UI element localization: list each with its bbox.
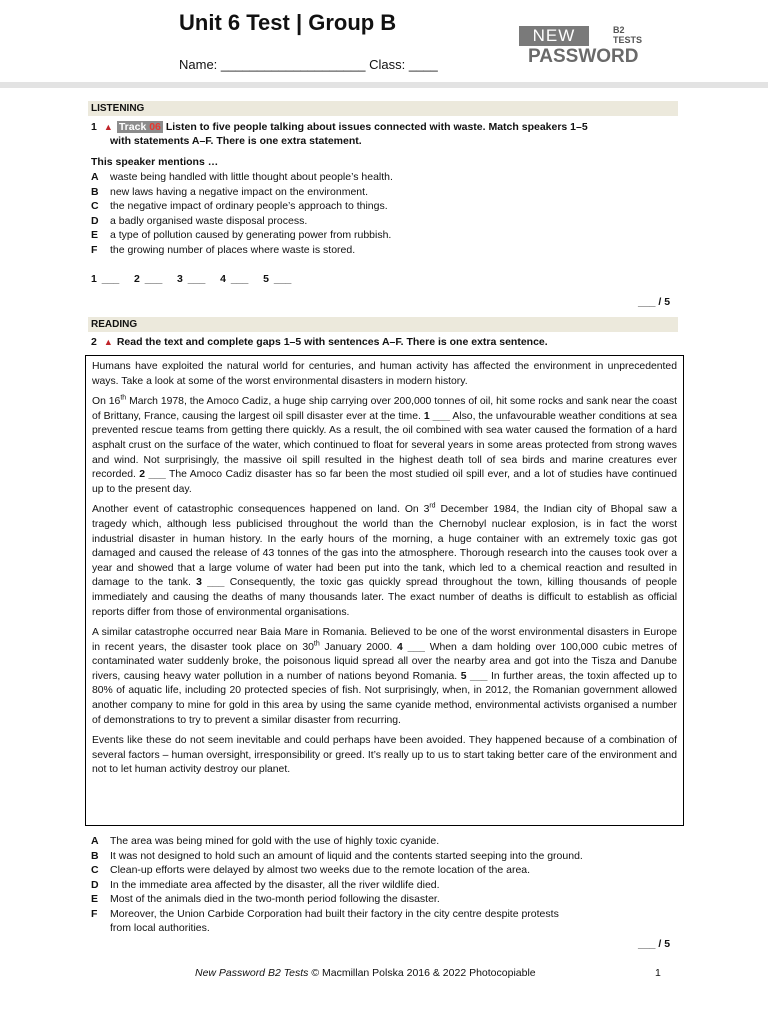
listening-subheading: This speaker mentions … xyxy=(91,156,219,168)
option-letter: E xyxy=(91,229,99,241)
list-item xyxy=(91,849,583,864)
graduation-cap-icon: ▲ xyxy=(103,337,113,347)
option-letter: D xyxy=(91,214,99,227)
graduation-cap-icon: ▲ xyxy=(103,122,113,132)
option-text: waste being handled with little thought about people’s health. xyxy=(110,171,393,183)
publication-title: New Password B2 Tests xyxy=(195,967,309,979)
option-letter: A xyxy=(91,171,99,183)
option-text: a type of pollution caused by generating power from rubbish. xyxy=(110,229,392,241)
option-text: Moreover, the Union Carbide Corporation had built their factory in the city centre despite protests xyxy=(110,907,559,920)
section-reading: READING xyxy=(88,317,678,332)
paragraph-3 xyxy=(92,503,677,620)
text-segment: December 1984, the Indian city of Bhopal saw a tragedy which, although less publicised throughout the world than the Chernobyl nuclear explosion, is in fact the worst industrial disaster in human history. In the early hours of the morning, a huge container with an extremely toxic gas got damaged and caused the release of 43 tonnes of the gas into the atmosphere. Thorough research into the causes took over a year and showed that a large volume of water had been put into the tank, which led to a chemical reaction and resulted in damage to the tank. xyxy=(92,504,677,589)
reading-options xyxy=(91,834,583,936)
task-number: 1 xyxy=(91,121,97,133)
paragraph-1: Humans have exploited the natural world for centuries, and human activity has affected the environment in unprecedented ways. Take a look at some of the worst environmental disasters in modern history. xyxy=(92,361,677,387)
logo-new: NEW xyxy=(519,26,589,46)
footer-copyright xyxy=(195,967,536,979)
copyright-text: © Macmillan Polska 2016 & 2022 Photocopiable xyxy=(308,967,536,979)
option-letter: B xyxy=(91,849,99,862)
gap-5: 5 ___ xyxy=(460,670,488,682)
reading-score: ___ / 5 xyxy=(638,938,671,950)
list-item xyxy=(91,863,583,878)
option-letter: C xyxy=(91,200,99,212)
page-title: Unit 6 Test | Group B xyxy=(179,10,397,35)
text-segment: The Amoco Cadiz disaster has so far been the most studied oil spill ever, and a lot of studies have continued up to the present day. xyxy=(92,469,677,495)
option-text: new laws having a negative impact on the environment. xyxy=(110,185,368,198)
list-item xyxy=(91,199,393,214)
option-letter: F xyxy=(91,907,98,920)
paragraph-5: Events like these do not seem inevitable and could perhaps have been avoided. They happened because of a combination of several factors – human oversight, irresponsibility or greed. It’s really up to us to start taking better care of the environment and not to let human activity destroy our planet. xyxy=(92,735,677,776)
text-segment: In further areas, the toxin affected up to 80% of aquatic life, including 20 protected species of fish. Not surprisingly, when, in 2012, the Romanian government allowed another company to mine for gold in this area by using the same cyanide method, environmental activists organised a number of demonstrations to try to prevent a similar disaster from recurring. xyxy=(92,670,677,726)
list-item xyxy=(91,878,583,893)
option-text: from local authorities. xyxy=(110,922,210,934)
option-text: The area was being mined for gold with the use of highly toxic cyanide. xyxy=(110,835,440,847)
paragraph-4 xyxy=(92,626,677,728)
list-item xyxy=(91,892,583,907)
instruction-text: Read the text and complete gaps 1–5 with sentences A–F. There is one extra sentence. xyxy=(116,336,548,348)
track-badge xyxy=(117,121,163,133)
gap-4: 4 ___ xyxy=(397,641,425,653)
gap-2: 2 ___ xyxy=(139,469,166,481)
gap-1: 1 ___ xyxy=(423,410,450,422)
list-item xyxy=(91,243,393,258)
text-segment: On 16 xyxy=(92,396,121,408)
option-letter: E xyxy=(91,893,99,905)
text-segment: Another event of catastrophic consequences happened on land. On 3 xyxy=(92,504,430,516)
option-letter: C xyxy=(91,864,99,876)
list-item xyxy=(91,907,583,922)
option-text: In the immediate area affected by the disaster, all the river wildlife died. xyxy=(110,878,440,891)
text-segment: January 2000. xyxy=(319,641,398,653)
text-segment: Also, the unfavourable weather conditions at sea prevented rescue teams from getting there quickly. As a result, the oil combined with sea water caused the formation of a hard asphalt crust on the surface of the water, which continued to float for several years in some areas protected from strong waves and wind. Not surprisingly, the massive oil spill resulted in the highest death toll of sea birds and marine creatures ever recorded. xyxy=(92,410,677,481)
paragraph-2 xyxy=(92,395,677,497)
option-text: a badly organised waste disposal process. xyxy=(110,214,308,227)
list-item xyxy=(91,834,583,849)
page-number: 1 xyxy=(655,967,661,979)
logo-b2: B2 xyxy=(613,25,625,35)
answer-blanks: 1 ___ 2 ___ 3 ___ 4 ___ 5 ___ xyxy=(91,273,292,285)
option-text: the growing number of places where waste is stored. xyxy=(110,243,356,256)
option-letter: A xyxy=(91,835,99,847)
ordinal-suffix: rd xyxy=(429,502,436,510)
logo-tests: TESTS xyxy=(613,35,643,45)
list-item xyxy=(91,185,393,200)
logo-password: PASSWORD xyxy=(528,46,639,67)
track-number: 06 xyxy=(149,121,161,133)
text-segment: When a dam holding over 100,000 cubic metres of contaminated water suddenly broke, the poisonous liquid spread all over the nearby area and got into the Tisza and Danube rivers, causing heavy water pollution in a number of nations beyond Romania. xyxy=(92,641,677,682)
option-text: Most of the animals died in the two-month period following the disaster. xyxy=(110,893,440,905)
header-divider xyxy=(0,82,768,88)
text-segment: March 1978, the Amoco Cadiz, a huge ship carrying over 200,000 tonnes of oil, hit some rocks and sank near the coast of Brittany, France, causing the largest oil spill disaster ever at the time. xyxy=(92,396,677,422)
logo-b2-tests xyxy=(613,25,642,45)
option-letter: D xyxy=(91,878,99,891)
list-item-continuation xyxy=(91,921,583,936)
instruction-line1: Listen to five people talking about issues connected with waste. Match speakers 1–5 xyxy=(165,121,588,133)
instruction-line2: with statements A–F. There is one extra statement. xyxy=(110,135,362,147)
name-class-line: Name: ____________________ Class: ____ xyxy=(179,57,438,72)
list-item xyxy=(91,214,393,229)
ordinal-suffix: th xyxy=(120,394,127,402)
option-text: It was not designed to hold such an amount of liquid and the contents started seeping into the ground. xyxy=(110,849,583,862)
reading-text-box xyxy=(85,355,684,826)
list-item xyxy=(91,228,393,243)
task-number: 2 xyxy=(91,336,97,348)
option-letter: F xyxy=(91,243,98,256)
text-segment: A similar catastrophe occurred near Baia Mare in Romania. Believed to be one of the worst environmental disasters in Europe in recent years, the disaster took place on 30 xyxy=(92,627,677,653)
option-text: the negative impact of ordinary people’s approach to things. xyxy=(110,200,388,212)
option-letter: B xyxy=(91,185,99,198)
new-password-logo xyxy=(519,26,649,70)
listening-options xyxy=(91,170,393,257)
list-item xyxy=(91,170,393,185)
text-segment: Consequently, the toxic gas quickly spread throughout the town, killing thousands of people immediately and causing the deaths of many thousands later. The exact number of deaths is difficult to establish as official reports differ from those of environmental organisations. xyxy=(92,577,677,618)
track-label: Track xyxy=(118,121,147,133)
option-text: Clean-up efforts were delayed by almost two weeks due to the remote location of the area. xyxy=(110,864,531,876)
ordinal-suffix: th xyxy=(313,640,320,648)
listening-score: ___ / 5 xyxy=(638,296,671,308)
section-listening: LISTENING xyxy=(88,101,678,116)
gap-3: 3 ___ xyxy=(196,577,225,589)
listening-instruction xyxy=(91,120,651,148)
reading-instruction xyxy=(91,335,651,349)
